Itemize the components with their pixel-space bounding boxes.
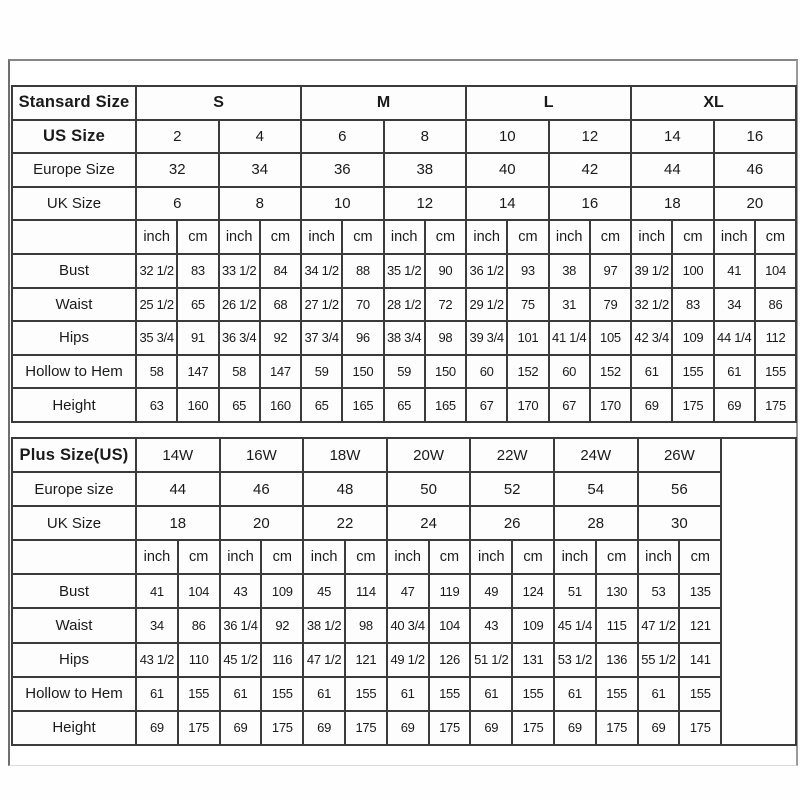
measurement-value: 75 — [507, 288, 548, 322]
plus-size-value: 20W — [387, 438, 471, 472]
size-value: 18 — [136, 506, 220, 540]
measurement-value: 155 — [178, 677, 220, 711]
plus-size-value: 24W — [554, 438, 638, 472]
measurement-value: 69 — [638, 711, 680, 745]
size-value: 40 — [466, 153, 549, 187]
measurement-label: Hollow to Hem — [12, 355, 136, 389]
unit-header: inch — [301, 220, 342, 254]
measurement-value: 160 — [177, 388, 218, 422]
unit-header: cm — [755, 220, 796, 254]
size-value: 16 — [714, 120, 797, 154]
measurement-value: 115 — [596, 608, 638, 642]
size-value: 48 — [303, 472, 387, 506]
size-value: 20 — [714, 187, 797, 221]
unit-header: inch — [466, 220, 507, 254]
measurement-value: 65 — [301, 388, 342, 422]
measurement-value: 101 — [507, 321, 548, 355]
measurement-value: 44 1/4 — [714, 321, 755, 355]
measurement-value: 69 — [303, 711, 345, 745]
measurement-value: 60 — [466, 355, 507, 389]
plus-size-value: 22W — [470, 438, 554, 472]
size-value: 38 — [384, 153, 467, 187]
measurement-value: 88 — [342, 254, 383, 288]
measurement-value: 170 — [590, 388, 631, 422]
unit-header: cm — [425, 220, 466, 254]
size-value: 54 — [554, 472, 638, 506]
size-value: 14 — [631, 120, 714, 154]
measurement-value: 43 — [470, 608, 512, 642]
measurement-value: 92 — [260, 321, 301, 355]
measurement-value: 36 1/4 — [220, 608, 262, 642]
size-value: 18 — [631, 187, 714, 221]
size-value: 12 — [549, 120, 632, 154]
measurement-value: 25 1/2 — [136, 288, 177, 322]
unit-header: cm — [342, 220, 383, 254]
measurement-value: 155 — [261, 677, 303, 711]
size-group-header: M — [301, 86, 466, 120]
measurement-value: 51 — [554, 574, 596, 608]
measurement-value: 91 — [177, 321, 218, 355]
measurement-value: 34 — [136, 608, 178, 642]
size-value: 30 — [638, 506, 722, 540]
measurement-value: 55 1/2 — [638, 643, 680, 677]
measurement-value: 109 — [261, 574, 303, 608]
size-value: 20 — [220, 506, 304, 540]
measurement-value: 175 — [596, 711, 638, 745]
plus-size-header: Plus Size(US) — [12, 438, 136, 472]
measurement-value: 58 — [219, 355, 260, 389]
measurement-value: 42 3/4 — [631, 321, 672, 355]
size-value: 10 — [301, 187, 384, 221]
plus-size-value: 14W — [136, 438, 220, 472]
unit-header: inch — [384, 220, 425, 254]
empty-corner-cell — [12, 220, 136, 254]
standard-size-table — [11, 85, 797, 423]
measurement-value: 155 — [755, 355, 796, 389]
unit-header: cm — [177, 220, 218, 254]
measurement-value: 109 — [672, 321, 713, 355]
measurement-value: 39 3/4 — [466, 321, 507, 355]
measurement-value: 29 1/2 — [466, 288, 507, 322]
unit-header: inch — [220, 540, 262, 574]
measurement-value: 109 — [512, 608, 554, 642]
measurement-value: 114 — [345, 574, 387, 608]
measurement-value: 40 3/4 — [387, 608, 429, 642]
measurement-value: 61 — [220, 677, 262, 711]
empty-trailing-column — [721, 438, 796, 745]
measurement-value: 69 — [631, 388, 672, 422]
measurement-value: 155 — [679, 677, 721, 711]
measurement-value: 43 — [220, 574, 262, 608]
row-label: US Size — [12, 120, 136, 154]
measurement-value: 104 — [178, 574, 220, 608]
measurement-value: 45 1/4 — [554, 608, 596, 642]
plus-size-value: 26W — [638, 438, 722, 472]
measurement-value: 175 — [345, 711, 387, 745]
size-value: 14 — [466, 187, 549, 221]
size-value: 44 — [136, 472, 220, 506]
measurement-value: 61 — [631, 355, 672, 389]
unit-header: inch — [554, 540, 596, 574]
size-value: 10 — [466, 120, 549, 154]
size-value: 2 — [136, 120, 219, 154]
unit-header: cm — [507, 220, 548, 254]
measurement-value: 121 — [679, 608, 721, 642]
measurement-value: 124 — [512, 574, 554, 608]
plus-size-value: 18W — [303, 438, 387, 472]
measurement-value: 70 — [342, 288, 383, 322]
measurement-value: 60 — [549, 355, 590, 389]
measurement-value: 65 — [219, 388, 260, 422]
measurement-value: 49 1/2 — [387, 643, 429, 677]
measurement-value: 160 — [260, 388, 301, 422]
measurement-value: 136 — [596, 643, 638, 677]
measurement-value: 59 — [384, 355, 425, 389]
measurement-value: 43 1/2 — [136, 643, 178, 677]
measurement-value: 152 — [590, 355, 631, 389]
measurement-value: 119 — [429, 574, 471, 608]
unit-header: inch — [470, 540, 512, 574]
size-value: 44 — [631, 153, 714, 187]
measurement-value: 61 — [714, 355, 755, 389]
measurement-value: 38 1/2 — [303, 608, 345, 642]
measurement-value: 34 — [714, 288, 755, 322]
unit-header: cm — [672, 220, 713, 254]
measurement-value: 175 — [178, 711, 220, 745]
measurement-value: 126 — [429, 643, 471, 677]
measurement-value: 86 — [178, 608, 220, 642]
size-value: 32 — [136, 153, 219, 187]
size-value: 6 — [301, 120, 384, 154]
size-group-header: S — [136, 86, 301, 120]
measurement-value: 53 1/2 — [554, 643, 596, 677]
unit-header: cm — [590, 220, 631, 254]
measurement-value: 104 — [755, 254, 796, 288]
measurement-value: 155 — [596, 677, 638, 711]
unit-header: cm — [345, 540, 387, 574]
measurement-value: 61 — [470, 677, 512, 711]
measurement-value: 98 — [425, 321, 466, 355]
size-value: 46 — [714, 153, 797, 187]
measurement-value: 97 — [590, 254, 631, 288]
size-value: 36 — [301, 153, 384, 187]
measurement-value: 155 — [429, 677, 471, 711]
measurement-label: Hollow to Hem — [12, 677, 136, 711]
standard-size-header: Stansard Size — [12, 86, 136, 120]
measurement-value: 37 3/4 — [301, 321, 342, 355]
measurement-value: 61 — [638, 677, 680, 711]
size-group-header: XL — [631, 86, 796, 120]
measurement-value: 92 — [261, 608, 303, 642]
row-label: Europe Size — [12, 153, 136, 187]
measurement-value: 35 3/4 — [136, 321, 177, 355]
measurement-value: 61 — [136, 677, 178, 711]
measurement-value: 83 — [672, 288, 713, 322]
unit-header: inch — [549, 220, 590, 254]
measurement-value: 36 3/4 — [219, 321, 260, 355]
size-value: 16 — [549, 187, 632, 221]
measurement-value: 34 1/2 — [301, 254, 342, 288]
unit-header: inch — [136, 220, 177, 254]
measurement-value: 83 — [177, 254, 218, 288]
unit-header: cm — [261, 540, 303, 574]
measurement-label: Hips — [12, 321, 136, 355]
measurement-label: Waist — [12, 288, 136, 322]
size-value: 50 — [387, 472, 471, 506]
measurement-value: 90 — [425, 254, 466, 288]
measurement-value: 49 — [470, 574, 512, 608]
measurement-value: 63 — [136, 388, 177, 422]
measurement-value: 28 1/2 — [384, 288, 425, 322]
measurement-value: 67 — [549, 388, 590, 422]
measurement-value: 121 — [345, 643, 387, 677]
measurement-value: 175 — [755, 388, 796, 422]
measurement-value: 165 — [425, 388, 466, 422]
size-value: 26 — [470, 506, 554, 540]
measurement-value: 41 1/4 — [549, 321, 590, 355]
size-value: 34 — [219, 153, 302, 187]
measurement-value: 165 — [342, 388, 383, 422]
measurement-value: 175 — [429, 711, 471, 745]
measurement-value: 105 — [590, 321, 631, 355]
measurement-value: 69 — [714, 388, 755, 422]
measurement-value: 84 — [260, 254, 301, 288]
measurement-value: 32 1/2 — [631, 288, 672, 322]
size-value: 8 — [219, 187, 302, 221]
size-value: 4 — [219, 120, 302, 154]
measurement-label: Hips — [12, 643, 136, 677]
unit-header: cm — [429, 540, 471, 574]
measurement-value: 69 — [554, 711, 596, 745]
measurement-value: 100 — [672, 254, 713, 288]
unit-header: cm — [260, 220, 301, 254]
measurement-value: 33 1/2 — [219, 254, 260, 288]
measurement-value: 155 — [672, 355, 713, 389]
measurement-value: 150 — [342, 355, 383, 389]
size-value: 22 — [303, 506, 387, 540]
measurement-value: 45 — [303, 574, 345, 608]
size-value: 52 — [470, 472, 554, 506]
measurement-value: 41 — [714, 254, 755, 288]
measurement-value: 152 — [507, 355, 548, 389]
measurement-value: 38 — [549, 254, 590, 288]
measurement-value: 45 1/2 — [220, 643, 262, 677]
size-value: 24 — [387, 506, 471, 540]
measurement-value: 135 — [679, 574, 721, 608]
measurement-value: 35 1/2 — [384, 254, 425, 288]
unit-header: cm — [679, 540, 721, 574]
measurement-value: 130 — [596, 574, 638, 608]
row-label: UK Size — [12, 187, 136, 221]
measurement-value: 69 — [387, 711, 429, 745]
measurement-value: 32 1/2 — [136, 254, 177, 288]
measurement-value: 147 — [260, 355, 301, 389]
measurement-value: 47 1/2 — [638, 608, 680, 642]
measurement-value: 39 1/2 — [631, 254, 672, 288]
measurement-value: 175 — [512, 711, 554, 745]
row-label: Europe size — [12, 472, 136, 506]
measurement-value: 58 — [136, 355, 177, 389]
unit-header: inch — [387, 540, 429, 574]
measurement-value: 41 — [136, 574, 178, 608]
measurement-label: Height — [12, 388, 136, 422]
measurement-value: 175 — [261, 711, 303, 745]
row-label: UK Size — [12, 506, 136, 540]
measurement-value: 86 — [755, 288, 796, 322]
size-group-header: L — [466, 86, 631, 120]
measurement-value: 65 — [177, 288, 218, 322]
measurement-value: 47 1/2 — [303, 643, 345, 677]
measurement-value: 155 — [345, 677, 387, 711]
measurement-value: 26 1/2 — [219, 288, 260, 322]
unit-header: inch — [136, 540, 178, 574]
measurement-value: 155 — [512, 677, 554, 711]
measurement-value: 61 — [554, 677, 596, 711]
measurement-value: 72 — [425, 288, 466, 322]
measurement-value: 112 — [755, 321, 796, 355]
measurement-value: 67 — [466, 388, 507, 422]
size-value: 12 — [384, 187, 467, 221]
unit-header: cm — [512, 540, 554, 574]
measurement-value: 175 — [672, 388, 713, 422]
measurement-value: 175 — [679, 711, 721, 745]
measurement-value: 31 — [549, 288, 590, 322]
unit-header: cm — [596, 540, 638, 574]
measurement-value: 38 3/4 — [384, 321, 425, 355]
measurement-value: 69 — [470, 711, 512, 745]
unit-header: inch — [714, 220, 755, 254]
unit-header: inch — [219, 220, 260, 254]
size-value: 46 — [220, 472, 304, 506]
measurement-value: 170 — [507, 388, 548, 422]
measurement-value: 96 — [342, 321, 383, 355]
measurement-value: 116 — [261, 643, 303, 677]
unit-header: cm — [178, 540, 220, 574]
empty-corner-cell — [12, 540, 136, 574]
measurement-value: 110 — [178, 643, 220, 677]
plus-size-value: 16W — [220, 438, 304, 472]
measurement-value: 69 — [136, 711, 178, 745]
size-value: 6 — [136, 187, 219, 221]
size-value: 28 — [554, 506, 638, 540]
unit-header: inch — [303, 540, 345, 574]
measurement-value: 69 — [220, 711, 262, 745]
measurement-value: 53 — [638, 574, 680, 608]
measurement-value: 51 1/2 — [470, 643, 512, 677]
size-value: 56 — [638, 472, 722, 506]
measurement-value: 36 1/2 — [466, 254, 507, 288]
measurement-value: 27 1/2 — [301, 288, 342, 322]
measurement-value: 79 — [590, 288, 631, 322]
measurement-value: 104 — [429, 608, 471, 642]
unit-header: inch — [638, 540, 680, 574]
measurement-label: Waist — [12, 608, 136, 642]
measurement-label: Height — [12, 711, 136, 745]
measurement-value: 59 — [301, 355, 342, 389]
measurement-value: 141 — [679, 643, 721, 677]
measurement-value: 98 — [345, 608, 387, 642]
measurement-value: 147 — [177, 355, 218, 389]
measurement-value: 65 — [384, 388, 425, 422]
measurement-value: 47 — [387, 574, 429, 608]
measurement-value: 93 — [507, 254, 548, 288]
measurement-label: Bust — [12, 574, 136, 608]
measurement-value: 61 — [303, 677, 345, 711]
plus-size-table — [11, 437, 797, 746]
size-value: 42 — [549, 153, 632, 187]
measurement-value: 131 — [512, 643, 554, 677]
measurement-value: 61 — [387, 677, 429, 711]
measurement-value: 150 — [425, 355, 466, 389]
measurement-value: 68 — [260, 288, 301, 322]
size-value: 8 — [384, 120, 467, 154]
unit-header: inch — [631, 220, 672, 254]
measurement-label: Bust — [12, 254, 136, 288]
